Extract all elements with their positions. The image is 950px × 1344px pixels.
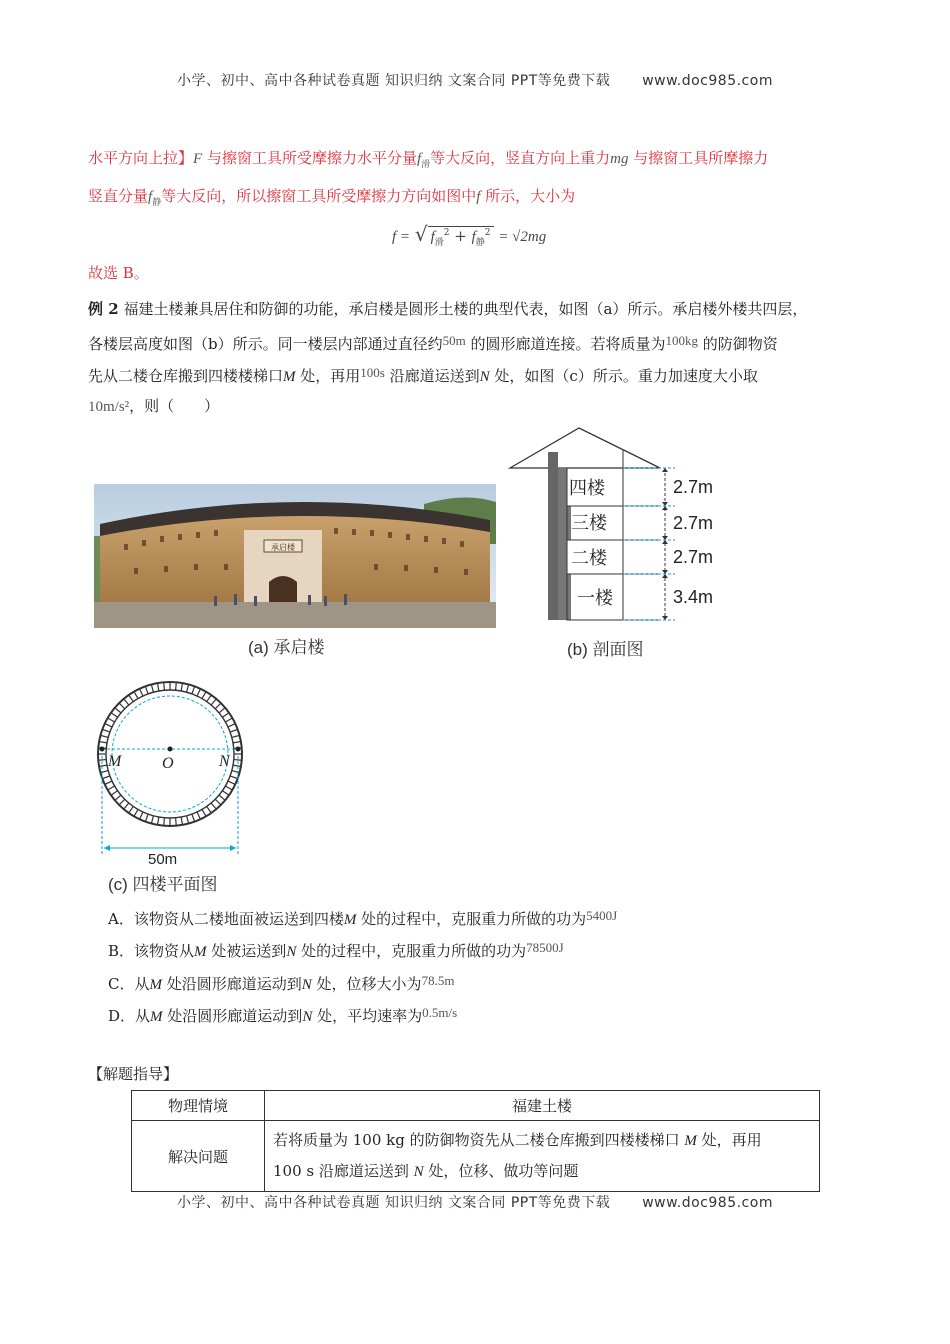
height-3: 2.7m [673,513,714,533]
wall-tick [164,818,165,826]
wall-tick [151,684,153,692]
wall-tick [228,724,235,727]
guide-r1-value: 福建土楼 [265,1091,820,1121]
wall-tick [157,817,158,825]
wall-tick [105,724,112,727]
wall-tick [233,741,241,742]
wall-tick [233,765,241,766]
wall-tick [219,795,225,800]
wall-tick [181,817,182,825]
wall-tick [222,791,229,796]
wall-tick [202,809,206,816]
header-text: 小学、初中、高中各种试卷真题 知识归纳 文案合同 PPT等免费下载 [177,73,611,89]
height-2: 2.7m [673,547,714,567]
guide-r1-label: 物理情境 [132,1091,265,1121]
diameter-label: 50m [148,851,178,868]
wall-tick [202,692,206,699]
wall-tick [192,686,195,694]
wall-tick [124,699,129,705]
wall-tick [111,713,118,718]
point-N: N [219,753,230,770]
example-line-2: 各楼层高度如图（b）所示。同一楼层内部通过直径约50m 的圆形廊道连接。若将质量为100kg 的防御物资 [88,333,778,353]
option-b[interactable]: B．该物资从M 处被运送到N 处的过程中，克服重力所做的功为78500J [108,940,564,960]
wall-tick [197,689,200,696]
wall-tick [225,786,232,790]
point-M: M [108,753,122,770]
wall-tick [140,689,143,696]
point-O: O [162,755,174,772]
wall-tick [215,703,221,709]
wall-tick [105,781,112,784]
wall-tick [102,729,110,732]
header-url[interactable]: www.doc985.com [642,73,773,89]
wall-tick [230,729,238,732]
figure-c-caption: (c) 四楼平面图 [108,875,218,894]
friction-formula: f = √ $f_滑^2 + f_静^2 = √2mg$ [392,222,547,248]
figure-c-plan [84,672,254,868]
wall-tick [164,682,165,690]
wall-tick [100,735,108,737]
figure-a-caption: (a) 承启楼 [248,638,325,657]
wall-tick [134,692,138,699]
option-d[interactable]: D．从M 处沿圆形廊道运动到N 处，平均速率为0.5m/s [108,1005,458,1025]
wall-tick [145,686,148,694]
example-line-4: 10m/s²，则（ ） [88,397,220,415]
wall-tick [219,708,225,713]
wall-tick [234,760,242,761]
wall-tick [99,741,107,742]
guide-title: 【解题指导】 [88,1065,179,1083]
wall-tick [119,703,125,709]
wall-tick [115,708,121,713]
wall-tick [225,718,232,722]
wall-tick [157,683,158,691]
solution-line-1: 水平方向上拉】F 与擦窗工具所受摩擦力水平分量$f_滑$等大反向，竖直方向上重力mg 与擦窗工具所摩擦力 [88,149,769,170]
table-row [132,1091,820,1121]
floor-1-label: 一楼 [577,588,613,608]
height-1: 3.4m [673,587,714,607]
wall-tick [181,683,182,691]
wall-tick [197,812,200,819]
wall-tick [215,799,221,805]
wall-tick [222,713,229,718]
wall-tick [108,786,115,790]
wall-tick [129,695,134,702]
example-line-3: 先从二楼仓库搬到四楼楼梯口M 处，再用100s 沿廊道运送到N 处，如图（c）所示。重力加速度大小取 [88,365,758,385]
wall-tick [115,795,121,800]
wall-tick [99,765,107,766]
wall-tick [187,684,189,692]
figure-b-caption: (b) 剖面图 [567,640,644,659]
figure-b-section [505,424,725,634]
wall-tick [119,799,125,805]
wall-tick [176,818,177,826]
table-row [132,1121,820,1192]
footer-text: 小学、初中、高中各种试卷真题 知识归纳 文案合同 PPT等免费下载 [177,1195,611,1211]
wall-tick [111,791,118,796]
answer-line: 故选 B。 [88,264,149,282]
footer-url[interactable]: www.doc985.com [642,1195,773,1211]
wall-tick [211,699,216,705]
page-header [0,70,950,90]
guide-table [131,1090,820,1192]
guide-r2-value: 若将质量为 100 kg 的防御物资先从二楼仓库搬到四楼楼梯口 M 处，再用 100 s 沿廊道运送到 N 处，位移、做功等问题 [265,1121,820,1192]
wall-tick [98,760,106,761]
option-c[interactable]: C．从M 处沿圆形廊道运动到N 处，位移大小为78.5m [108,973,455,993]
wall-tick [102,776,110,779]
option-a[interactable]: A．该物资从二楼地面被运送到四楼M 处的过程中，克服重力所做的功为5400J [108,908,618,928]
wall-tick [192,814,195,822]
figure-a-photo [94,484,496,628]
wall-tick [211,803,216,809]
floor-4-label: 四楼 [569,478,605,498]
wall-tick [207,806,212,813]
guide-r2-label: 解决问题 [132,1121,265,1192]
solution-line-2: 竖直分量$f_静$等大反向，所以擦窗工具所受摩擦力方向如图中f 所示，大小为 [88,187,576,208]
wall-tick [228,781,235,784]
wall-tick [151,816,153,824]
wall-tick [232,735,240,737]
page-footer [0,1192,950,1212]
wall-tick [108,718,115,722]
wall-tick [207,695,212,702]
wall-tick [176,682,177,690]
height-4: 2.7m [673,477,714,497]
example-line-1: 例 2 福建土楼兼具居住和防御的功能，承启楼是圆形土楼的典型代表，如图（a）所示。承启楼外楼共四层， [88,300,808,318]
wall-tick [129,806,134,813]
wall-tick [187,816,189,824]
wall-tick [145,814,148,822]
wall-tick [230,776,238,779]
wall-tick [140,812,143,819]
figure-a-plaque: 承启楼 [271,543,295,552]
example-label: 例 2 [88,300,119,318]
floor-3-label: 三楼 [571,513,607,533]
floor-2-label: 二楼 [571,548,607,568]
wall-tick [134,809,138,816]
wall-tick [124,803,129,809]
